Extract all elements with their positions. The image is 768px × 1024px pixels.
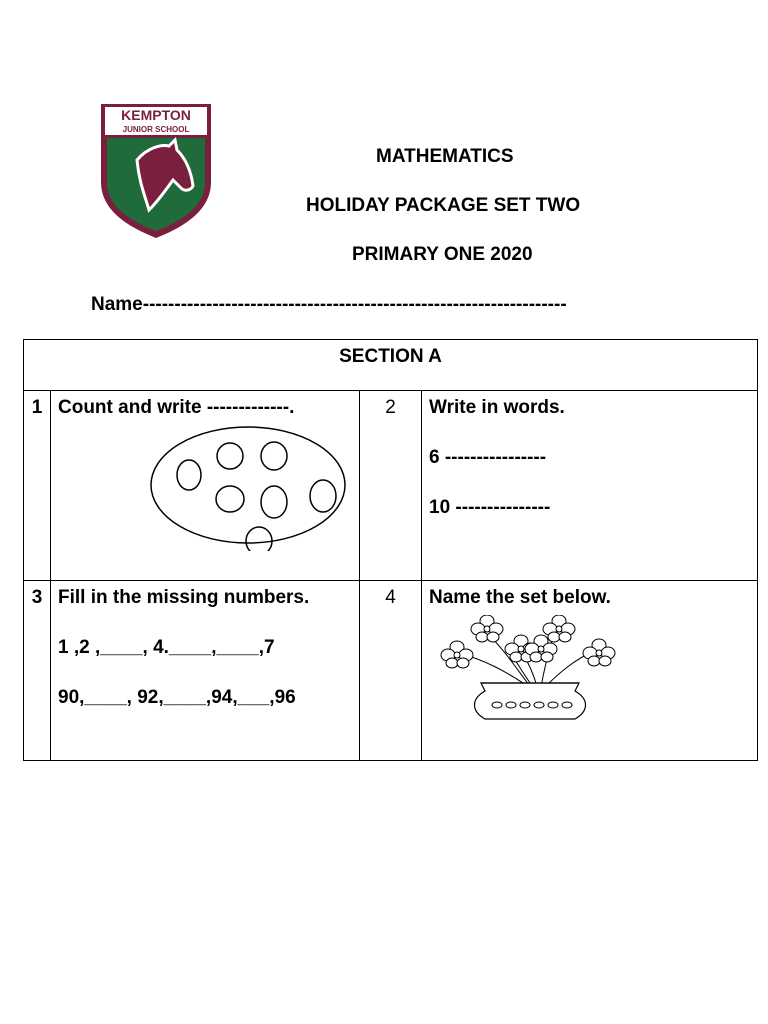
oval-item — [217, 443, 243, 469]
oval-item — [216, 486, 244, 512]
question-2-text: Write in words. — [429, 397, 565, 418]
question-number-2: 2 — [360, 391, 422, 581]
subject-heading: MATHEMATICS — [376, 146, 514, 167]
question-number-3: 3 — [24, 581, 51, 761]
question-2-cell — [422, 391, 758, 581]
vase-shape — [475, 683, 586, 719]
question-3-text: Fill in the missing numbers. — [58, 587, 310, 608]
oval-item — [261, 442, 287, 470]
oval-set-drawing — [58, 421, 358, 551]
oval-item — [177, 460, 201, 490]
oval-item — [246, 527, 272, 551]
section-title: SECTION A — [24, 340, 758, 391]
question-1-text: Count and write -------------. — [58, 397, 295, 418]
question-number-4: 4 — [360, 581, 422, 761]
sequence-line-2[interactable]: 90,____, 92,____,94,___,96 — [58, 687, 296, 708]
question-4-text: Name the set below. — [429, 587, 611, 608]
oval-item — [261, 486, 287, 518]
question-3-cell — [51, 581, 360, 761]
answer-line-10[interactable]: 10 --------------- — [429, 497, 551, 518]
package-heading: HOLIDAY PACKAGE SET TWO — [306, 195, 581, 216]
name-field-line[interactable]: Name------------------------------------------------------------------- — [91, 294, 567, 315]
question-4-cell — [422, 581, 758, 761]
question-table — [23, 339, 758, 761]
flower-icon-group — [441, 615, 615, 668]
question-1-cell — [51, 391, 360, 581]
school-crest-logo — [97, 100, 215, 240]
answer-line-6[interactable]: 6 ---------------- — [429, 447, 547, 468]
sequence-line-1[interactable]: 1 ,2 ,____, 4.____,____,7 — [58, 637, 275, 658]
question-number-1: 1 — [24, 391, 51, 581]
oval-item — [310, 480, 336, 512]
flower-vase-drawing — [429, 615, 639, 725]
class-year-heading: PRIMARY ONE 2020 — [352, 244, 533, 265]
logo-text-junior-school: JUNIOR SCHOOL — [122, 125, 190, 134]
logo-text-kempton: KEMPTON — [121, 107, 191, 123]
